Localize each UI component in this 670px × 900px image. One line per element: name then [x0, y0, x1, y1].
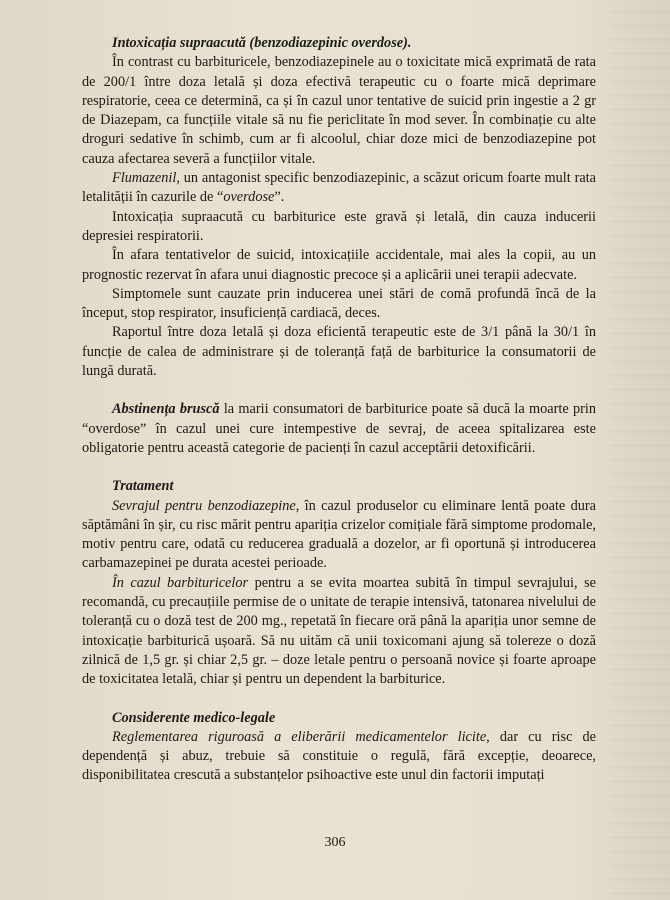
- heading-tratament: Tratament: [112, 478, 174, 495]
- term-sevraj-benzodiazepine: Sevrajul pentru benzodiazepine,: [112, 497, 300, 514]
- spacer: [82, 458, 596, 477]
- heading-intoxicatie-supraacuta: Intoxicația supraacută (benzodiazepinic overdose).: [112, 35, 412, 51]
- term-reglementare: Reglementarea riguroasă a eliberării medicamentelor licite,: [112, 728, 490, 745]
- text-sevraj-benzodiazepine: în cazul produselor cu eliminare lentă poate dura săptămâni în șir, cu risc mărit pentru apariția crizelor comițiale fără simptome prodomale, motiv pentru care, odată cu reducerea graduală a dozelor, ar fi oportună și introducerea carbamazepinei pe durata acestei perioade.: [82, 497, 596, 572]
- term-overdose: overdose: [223, 189, 275, 206]
- paragraph-reglementare: [82, 728, 596, 786]
- term-abstinenta-brusca: Abstinența bruscă: [112, 401, 220, 418]
- paragraph-barbiturice-sevraj: [82, 574, 596, 690]
- paragraph-intoxicatii-accidentale: În afara tentativelor de suicid, intoxicațiile accidentale, mai ales la copii, au un prognostic rezervat în afara unui diagnostic precoce și a aplicării unei terapii adecvate.: [82, 247, 596, 283]
- paragraph-flumazenil: [82, 169, 596, 208]
- spacer: [82, 690, 596, 709]
- page-body: [82, 34, 596, 786]
- text-abstinenta: la marii consumatori de barbiturice poate să ducă la moarte prin “overdose” în cazul unei cure intempestive de sevraj, de aceea spitalizarea este obligatorie pentru această categorie de pacienți în cazul acceptării detoxificării.: [82, 401, 597, 456]
- paragraph-abstinenta: [82, 400, 596, 458]
- paragraph-barbiturice-grava: Intoxicația supraacută cu barbiturice este gravă și letală, din cauza inducerii depresiei respiratorii.: [82, 208, 596, 244]
- text-barbiturice-sevraj: pentru a se evita moartea subită în timpul sevrajului, se recomandă, cu precauțiile permise de o unitate de terapie intensivă, tatonarea nivelului de toleranță cu o doză test de 200 mg., repetată în fiecare oră până la apariția unor semne de intoxicație barbiturică ușoară. Să nu uităm că unii toxicomani ajung să tolereze o doză zilnică de 1,5 gr. și chiar 2,5 gr. – doze letale pentru o persoană novice și foarte aproape de toxicitatea letală, chiar și pentru un dependent la barbiturice.: [82, 574, 597, 688]
- text-reglementare: dar cu risc de dependență și abuz, trebuie să constituie o regulă, fără excepție, deoarece, disponibilitatea crescută a substanțelor psihoactive este unul din factorii imputați: [82, 728, 596, 784]
- paragraph-benzodiazepine-toxicity: În contrast cu barbituricele, benzodiazepinele au o toxicitate mică exprimată de rata de 200/1 între doza letală și doza efectivă terapeutic cu o foarte mică deprimare respiratorie, ceea ce determină, ca și în cazul unor tentative de suicid prin ingestie a 2 gr de Diazepam, ca funcțiile vitale să nu fie periclitate în mod sever. În combinație cu alte droguri sedative în schimb, cum ar fi alcoolul, chiar doze mici de benzodiazepine pot cauza afectarea severă a funcțiilor vitale.: [82, 54, 596, 167]
- text-flumazenil-end: ”.: [274, 189, 285, 206]
- paragraph-sevraj-benzodiazepine: [82, 497, 596, 574]
- text-flumazenil: un antagonist specific benzodiazepinic, a scăzut oricum foarte mult rata letalității în cazurile de “: [82, 170, 596, 206]
- paragraph-raport-doza: Raportul între doza letală și doza eficientă terapeutic este de 3/1 până la 30/1 în funcție de calea de administrare și de toleranță față de barbiturice la consumatorii de lungă durată.: [82, 324, 596, 380]
- term-cazul-barbituricelor: În cazul barbituricelor: [112, 574, 249, 591]
- bleed-through-shadow: [610, 0, 670, 900]
- term-flumazenil: Flumazenil,: [112, 170, 180, 187]
- spacer: [82, 381, 596, 400]
- paragraph-simptome: Simptomele sunt cauzate prin inducerea unei stări de comă profundă încă de la început, stop respirator, insuficiență cardiacă, deces.: [82, 285, 596, 322]
- heading-considerente-medico-legale: Considerente medico-legale: [112, 709, 276, 726]
- page-number: 306: [324, 835, 346, 850]
